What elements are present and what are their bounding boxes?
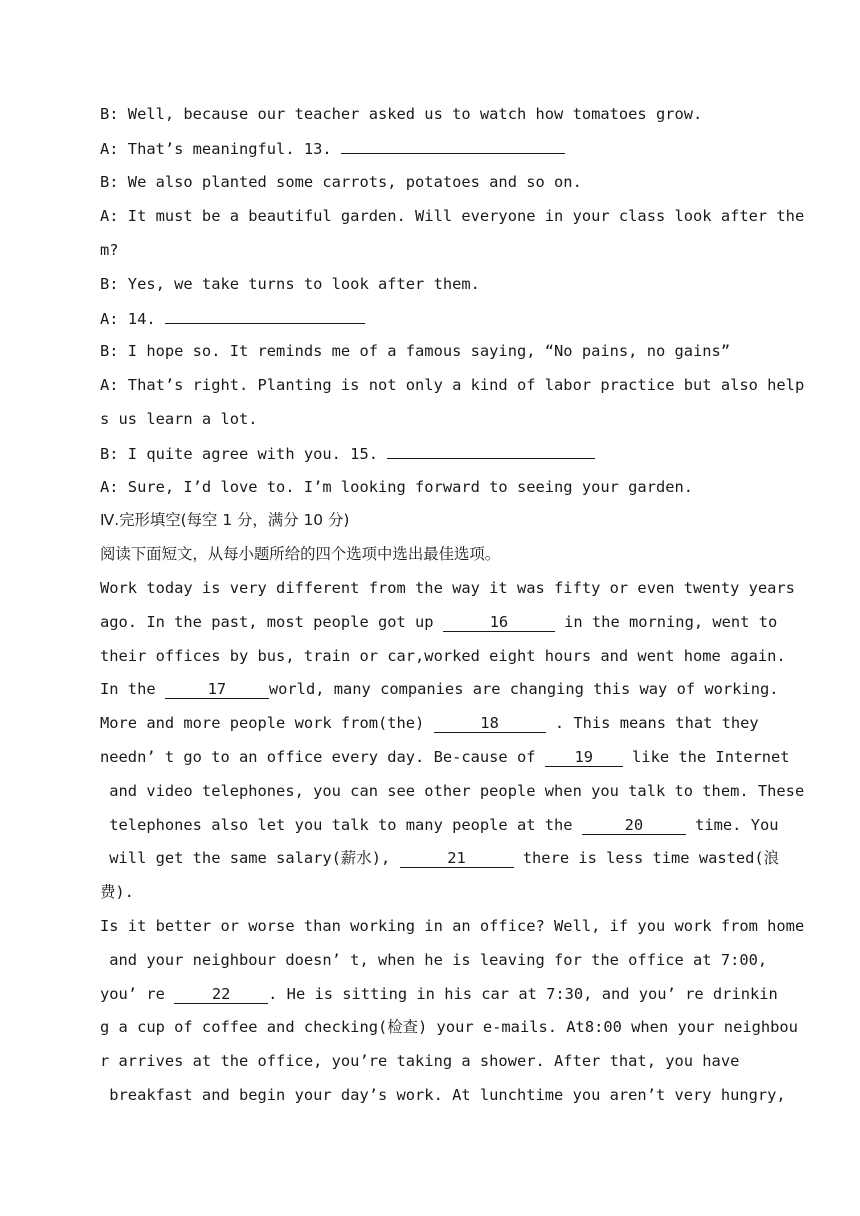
passage-text: time. You — [685, 816, 779, 834]
cloze-blank-22[interactable]: 22 — [174, 986, 268, 1004]
cloze-blank-18[interactable]: 18 — [434, 715, 546, 733]
passage-line: their offices by bus, train or car,worked eight hours and went home again. — [100, 647, 786, 665]
passage-text: . This means that they — [545, 714, 759, 732]
passage-text: . He is sitting in his car at 7:30, and you’ re drinkin — [268, 985, 778, 1003]
cloze-blank-19[interactable]: 19 — [545, 749, 623, 767]
dialogue-text: A: That’s meaningful. 13. — [100, 140, 341, 158]
dialogue-line: B: Well, because our teacher asked us to watch how tomatoes grow. — [100, 105, 703, 123]
dialogue-text: B: I quite agree with you. 15. — [100, 445, 388, 463]
passage-text: ago. In the past, most people got up — [100, 613, 443, 631]
passage-text: telephones also let you talk to many people at the — [100, 816, 582, 834]
answer-blank-15[interactable] — [387, 443, 595, 459]
passage-line: Is it better or worse than working in an office? Well, if you work from home — [100, 917, 805, 935]
passage-line — [100, 679, 779, 699]
section-heading: Ⅳ.完形填空(每空 1 分，满分 10 分) — [100, 511, 350, 529]
passage-text: will get the same salary(薪水), — [100, 849, 400, 867]
passage-line: and your neighbour doesn’ t, when he is leaving for the office at 7:00, — [100, 951, 768, 969]
cloze-blank-21[interactable]: 21 — [400, 850, 514, 868]
passage-line: and video telephones, you can see other people when you talk to them. These — [100, 782, 805, 800]
dialogue-line: A: It must be a beautiful garden. Will everyone in your class look after the — [100, 207, 805, 225]
section-instruction: 阅读下面短文，从每小题所给的四个选项中选出最佳选项。 — [100, 545, 501, 563]
passage-line: r arrives at the office, you’re taking a shower. After that, you have — [100, 1052, 740, 1070]
passage-line — [100, 747, 790, 767]
passage-line: breakfast and begin your day’s work. At lunchtime you aren’t very hungry, — [100, 1086, 786, 1104]
passage-line — [100, 984, 778, 1004]
cloze-blank-20[interactable]: 20 — [582, 817, 686, 835]
dialogue-line — [100, 443, 595, 464]
answer-blank-14[interactable] — [165, 308, 365, 324]
passage-text: like the Internet — [622, 748, 790, 766]
dialogue-line — [100, 138, 565, 159]
passage-line: 费). — [100, 883, 134, 901]
dialogue-line: B: I hope so. It reminds me of a famous saying, “No pains, no gains” — [100, 342, 731, 360]
passage-text: you’ re — [100, 985, 175, 1003]
dialogue-line: B: Yes, we take turns to look after them. — [100, 275, 480, 293]
passage-line: g a cup of coffee and checking(检查) your e-mails. At8:00 when your neighbou — [100, 1018, 798, 1036]
cloze-blank-17[interactable]: 17 — [165, 681, 269, 699]
dialogue-line — [100, 308, 365, 329]
dialogue-line: A: Sure, I’d love to. I’m looking forward to seeing your garden. — [100, 478, 694, 496]
dialogue-line: A: That’s right. Planting is not only a kind of labor practice but also help — [100, 376, 805, 394]
passage-text: More and more people work from(the) — [100, 714, 434, 732]
cloze-blank-16[interactable]: 16 — [443, 614, 555, 632]
answer-blank-13[interactable] — [341, 138, 565, 154]
dialogue-line: s us learn a lot. — [100, 410, 258, 428]
passage-line: Work today is very different from the way it was fifty or even twenty years — [100, 579, 795, 597]
passage-text: in the morning, went to — [554, 613, 778, 631]
passage-line — [100, 848, 779, 868]
passage-text: there is less time wasted(浪 — [513, 849, 780, 867]
passage-line — [100, 713, 759, 733]
passage-text: world, many companies are changing this way of working. — [268, 680, 779, 698]
dialogue-line: m? — [100, 241, 119, 259]
dialogue-line: B: We also planted some carrots, potatoes and so on. — [100, 173, 582, 191]
passage-text: needn’ t go to an office every day. Be-cause of — [100, 748, 545, 766]
passage-line — [100, 612, 777, 632]
dialogue-text: A: 14. — [100, 310, 165, 328]
passage-line — [100, 815, 779, 835]
passage-text: In the — [100, 680, 165, 698]
